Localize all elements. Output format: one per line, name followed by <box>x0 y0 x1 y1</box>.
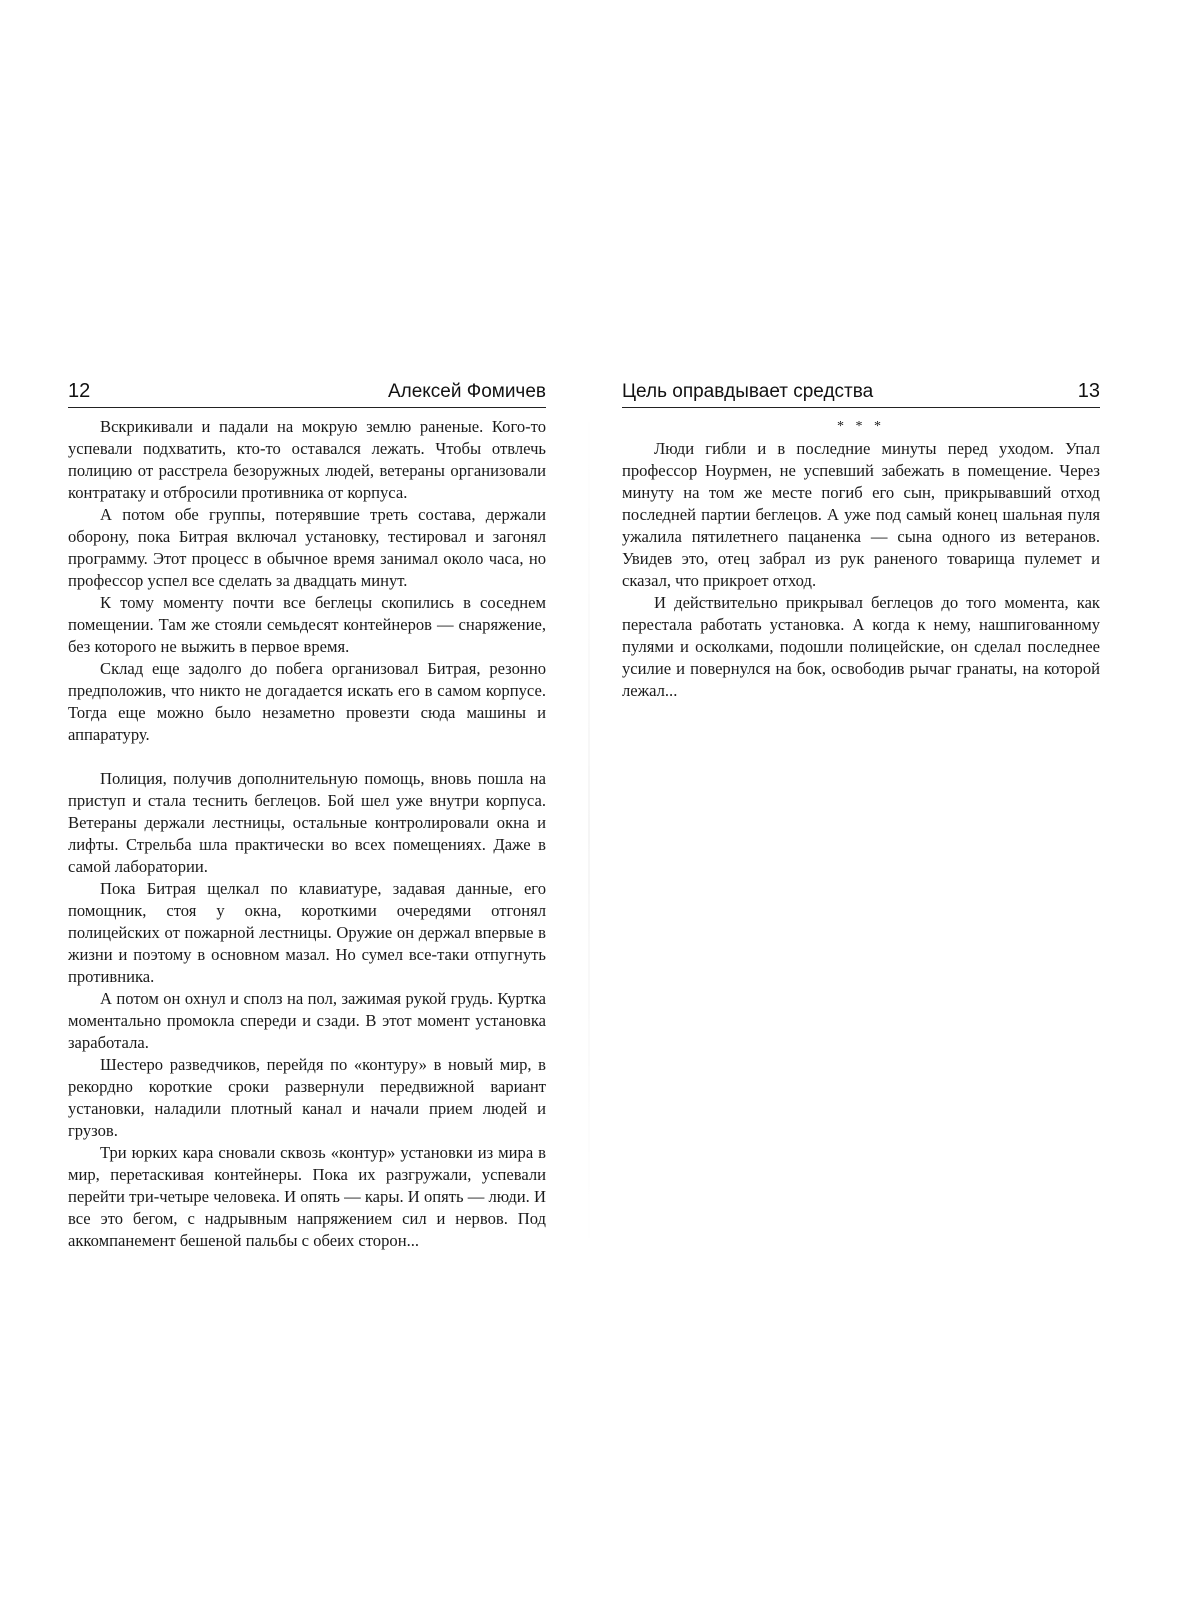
section-separator: * * * <box>837 419 885 434</box>
paragraph: Люди гибли и в последние минуты перед уходом. Упал профессор Ноурмен, не успевший забежать в помещение. Через минуту на том же месте погиб его сын, прикрывавший отход последней партии беглецов. А уже под самый конец шальная пуля ужалила пятилетнего пацаненка — сына одного из ветеранов. Увидев это, отец забрал из рук раненого товарища пулемет и сказал, что прикроет отход. <box>622 439 1100 590</box>
right-page <box>622 380 1100 702</box>
right-running-head: Цель оправдывает средства <box>622 381 874 402</box>
paragraph: К тому моменту почти все беглецы скопились в соседнем помещении. Там же стояли семьдесят контейнеров — снаряжение, без которого не выжить в первое время. <box>68 593 546 656</box>
paragraph: А потом обе группы, потерявшие треть состава, держали оборону, пока Битрая включал установку, тестировал и загонял программу. Этот процесс в обычное время занимал около часа, но профессор успел все сделать за двадцать минут. <box>68 505 546 590</box>
paragraph: Склад еще задолго до побега организовал Битрая, резонно предположив, что никто не догадается искать его в самом корпусе. Тогда еще можно было незаметно провезти сюда машины и аппаратуру. <box>68 659 546 744</box>
left-running-head: Алексей Фомичев <box>387 381 546 402</box>
book-gutter <box>588 400 590 1260</box>
right-page-text <box>622 416 1100 702</box>
right-page-header <box>622 380 1100 408</box>
paragraph: И действительно прикрывал беглецов до того момента, как перестала работать установка. А когда к нему, нашпигованному пулями и осколками, подошли полицейские, он сделал последнее усилие и повернулся на бок, освободив рычаг гранаты, на которой лежал... <box>622 593 1100 700</box>
left-page <box>68 380 546 1252</box>
paragraph: Пока Битрая щелкал по клавиатуре, задавая данные, его помощник, стоя у окна, короткими очередями отгонял полицейских от пожарной лестницы. Оружие он держал впервые в жизни и поэтому в основном мазал. Но сумел все-таки отпугнуть противника. <box>68 879 546 986</box>
paragraph: Три юрких кара сновали сквозь «контур» установки из мира в мир, перетаскивая контейнеры. Пока их разгружали, успевали перейти три-четыре человека. И опять — кары. И опять — люди. И все это бегом, с надрывным напряжением сил и нервов. Под аккомпанемент бешеной пальбы с обеих сторон... <box>68 1143 546 1250</box>
left-page-header <box>68 380 546 408</box>
paragraph: А потом он охнул и сполз на пол, зажимая рукой грудь. Куртка моментально промокла спереди и сзади. В этот момент установка заработала. <box>68 989 546 1052</box>
left-page-text <box>68 416 546 1252</box>
paragraph: Полиция, получив дополнительную помощь, вновь пошла на приступ и стала теснить беглецов. Бой шел уже внутри корпуса. Ветераны держали лестницы, остальные контролировали окна и лифты. Стрельба шла практически во всех помещениях. Даже в самой лаборатории. <box>68 769 546 876</box>
left-page-number: 12 <box>68 380 91 402</box>
right-page-number: 13 <box>1077 380 1100 402</box>
paragraph: Шестеро разведчиков, перейдя по «контуру» в новый мир, в рекордно короткие сроки развернули передвижной вариант установки, наладили плотный канал и начали прием людей и грузов. <box>68 1055 546 1140</box>
paragraph: Вскрикивали и падали на мокрую землю раненые. Кого-то успевали подхватить, кто-то оставался лежать. Чтобы отвлечь полицию от расстрела безоружных людей, ветераны организовали контратаку и отбросили противника от корпуса. <box>68 417 546 502</box>
